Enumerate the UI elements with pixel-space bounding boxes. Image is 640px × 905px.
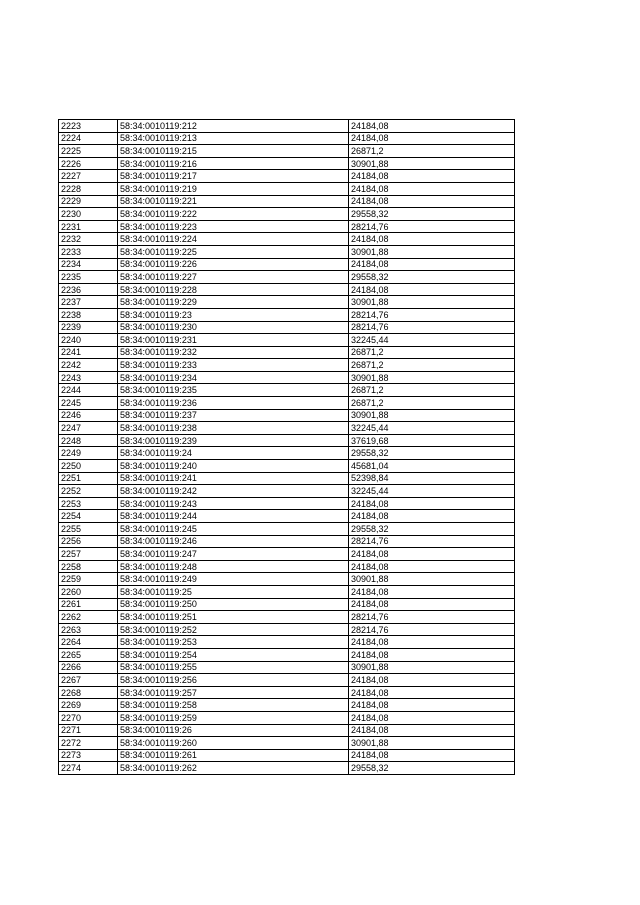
table-row: [59, 245, 515, 258]
row-number-cell: 2239: [59, 321, 118, 334]
cadastral-number-cell: 58:34:0010119:237: [118, 409, 349, 422]
cadastral-number-cell: 58:34:0010119:227: [118, 271, 349, 284]
value-cell: 29558,32: [349, 271, 515, 284]
value-cell: 30901,88: [349, 245, 515, 258]
value-cell: 24184,08: [349, 170, 515, 183]
row-number-cell: 2230: [59, 208, 118, 221]
cadastral-number-cell: 58:34:0010119:258: [118, 699, 349, 712]
row-number-cell: 2224: [59, 132, 118, 145]
value-cell: 24184,08: [349, 560, 515, 573]
value-cell: 24184,08: [349, 120, 515, 133]
value-cell: 30901,88: [349, 296, 515, 309]
value-cell: 28214,76: [349, 321, 515, 334]
row-number-cell: 2246: [59, 409, 118, 422]
cadastral-number-cell: 58:34:0010119:261: [118, 749, 349, 762]
table-row: [59, 195, 515, 208]
row-number-cell: 2256: [59, 535, 118, 548]
value-cell: 37619,68: [349, 434, 515, 447]
table-row: [59, 397, 515, 410]
value-cell: 24184,08: [349, 548, 515, 561]
cadastral-number-cell: 58:34:0010119:240: [118, 460, 349, 473]
value-cell: 28214,76: [349, 611, 515, 624]
value-cell: 28214,76: [349, 535, 515, 548]
value-cell: 24184,08: [349, 510, 515, 523]
value-cell: 24184,08: [349, 724, 515, 737]
table-row: [59, 182, 515, 195]
cadastral-number-cell: 58:34:0010119:222: [118, 208, 349, 221]
cadastral-number-cell: 58:34:0010119:244: [118, 510, 349, 523]
row-number-cell: 2255: [59, 523, 118, 536]
value-cell: 29558,32: [349, 447, 515, 460]
value-cell: 30901,88: [349, 409, 515, 422]
value-cell: 29558,32: [349, 208, 515, 221]
table-row: [59, 510, 515, 523]
row-number-cell: 2252: [59, 485, 118, 498]
table-row: [59, 346, 515, 359]
cadastral-number-cell: 58:34:0010119:262: [118, 762, 349, 775]
row-number-cell: 2260: [59, 585, 118, 598]
value-cell: 29558,32: [349, 762, 515, 775]
cadastral-number-cell: 58:34:0010119:212: [118, 120, 349, 133]
table-row: [59, 623, 515, 636]
row-number-cell: 2274: [59, 762, 118, 775]
value-cell: 24184,08: [349, 674, 515, 687]
row-number-cell: 2258: [59, 560, 118, 573]
row-number-cell: 2243: [59, 371, 118, 384]
cadastral-number-cell: 58:34:0010119:224: [118, 233, 349, 246]
value-cell: 28214,76: [349, 220, 515, 233]
cadastral-number-cell: 58:34:0010119:259: [118, 711, 349, 724]
value-cell: 24184,08: [349, 283, 515, 296]
value-cell: 24184,08: [349, 182, 515, 195]
table-row: [59, 485, 515, 498]
table-row: [59, 359, 515, 372]
row-number-cell: 2237: [59, 296, 118, 309]
table-row: [59, 283, 515, 296]
row-number-cell: 2249: [59, 447, 118, 460]
cadastral-number-cell: 58:34:0010119:239: [118, 434, 349, 447]
table-row: [59, 434, 515, 447]
row-number-cell: 2267: [59, 674, 118, 687]
cadastral-number-cell: 58:34:0010119:230: [118, 321, 349, 334]
row-number-cell: 2232: [59, 233, 118, 246]
value-cell: 24184,08: [349, 749, 515, 762]
value-cell: 45681,04: [349, 460, 515, 473]
table-row: [59, 296, 515, 309]
row-number-cell: 2268: [59, 686, 118, 699]
row-number-cell: 2234: [59, 258, 118, 271]
cadastral-number-cell: 58:34:0010119:241: [118, 472, 349, 485]
row-number-cell: 2241: [59, 346, 118, 359]
table-row: [59, 120, 515, 133]
table-row: [59, 145, 515, 158]
cadastral-number-cell: 58:34:0010119:231: [118, 334, 349, 347]
table-body: [59, 120, 515, 775]
cadastral-number-cell: 58:34:0010119:232: [118, 346, 349, 359]
row-number-cell: 2265: [59, 648, 118, 661]
cadastral-number-cell: 58:34:0010119:229: [118, 296, 349, 309]
table-row: [59, 258, 515, 271]
row-number-cell: 2228: [59, 182, 118, 195]
cadastral-number-cell: 58:34:0010119:221: [118, 195, 349, 208]
value-cell: 30901,88: [349, 573, 515, 586]
value-cell: 24184,08: [349, 195, 515, 208]
table-row: [59, 132, 515, 145]
cadastral-number-cell: 58:34:0010119:24: [118, 447, 349, 460]
table-row: [59, 447, 515, 460]
table-row: [59, 409, 515, 422]
table-row: [59, 598, 515, 611]
row-number-cell: 2264: [59, 636, 118, 649]
table-row: [59, 535, 515, 548]
value-cell: 30901,88: [349, 661, 515, 674]
row-number-cell: 2247: [59, 422, 118, 435]
table-row: [59, 422, 515, 435]
cadastral-number-cell: 58:34:0010119:215: [118, 145, 349, 158]
cadastral-number-cell: 58:34:0010119:226: [118, 258, 349, 271]
row-number-cell: 2227: [59, 170, 118, 183]
table-row: [59, 699, 515, 712]
value-cell: 24184,08: [349, 132, 515, 145]
value-cell: 24184,08: [349, 585, 515, 598]
value-cell: 32245,44: [349, 334, 515, 347]
table-row: [59, 170, 515, 183]
value-cell: 52398,84: [349, 472, 515, 485]
cadastral-number-cell: 58:34:0010119:225: [118, 245, 349, 258]
row-number-cell: 2272: [59, 737, 118, 750]
cadastral-number-cell: 58:34:0010119:256: [118, 674, 349, 687]
row-number-cell: 2253: [59, 497, 118, 510]
table-row: [59, 548, 515, 561]
value-cell: 26871,2: [349, 384, 515, 397]
table-row: [59, 648, 515, 661]
row-number-cell: 2266: [59, 661, 118, 674]
table-row: [59, 208, 515, 221]
cadastral-number-cell: 58:34:0010119:242: [118, 485, 349, 498]
row-number-cell: 2270: [59, 711, 118, 724]
row-number-cell: 2240: [59, 334, 118, 347]
value-cell: 30901,88: [349, 157, 515, 170]
value-cell: 24184,08: [349, 711, 515, 724]
table-row: [59, 724, 515, 737]
cadastral-number-cell: 58:34:0010119:26: [118, 724, 349, 737]
value-cell: 24184,08: [349, 233, 515, 246]
table-row: [59, 523, 515, 536]
row-number-cell: 2231: [59, 220, 118, 233]
table-row: [59, 560, 515, 573]
row-number-cell: 2259: [59, 573, 118, 586]
value-cell: 30901,88: [349, 371, 515, 384]
data-table: [58, 119, 515, 775]
cadastral-number-cell: 58:34:0010119:253: [118, 636, 349, 649]
value-cell: 30901,88: [349, 737, 515, 750]
table-row: [59, 157, 515, 170]
cadastral-number-cell: 58:34:0010119:255: [118, 661, 349, 674]
cadastral-number-cell: 58:34:0010119:25: [118, 585, 349, 598]
row-number-cell: 2244: [59, 384, 118, 397]
row-number-cell: 2226: [59, 157, 118, 170]
table-row: [59, 271, 515, 284]
row-number-cell: 2254: [59, 510, 118, 523]
cadastral-number-cell: 58:34:0010119:219: [118, 182, 349, 195]
value-cell: 24184,08: [349, 258, 515, 271]
value-cell: 24184,08: [349, 699, 515, 712]
row-number-cell: 2238: [59, 308, 118, 321]
row-number-cell: 2261: [59, 598, 118, 611]
table-row: [59, 686, 515, 699]
row-number-cell: 2225: [59, 145, 118, 158]
value-cell: 26871,2: [349, 397, 515, 410]
cadastral-number-cell: 58:34:0010119:235: [118, 384, 349, 397]
row-number-cell: 2248: [59, 434, 118, 447]
value-cell: 28214,76: [349, 308, 515, 321]
cadastral-number-cell: 58:34:0010119:217: [118, 170, 349, 183]
table-row: [59, 762, 515, 775]
row-number-cell: 2223: [59, 120, 118, 133]
table-row: [59, 737, 515, 750]
cadastral-number-cell: 58:34:0010119:252: [118, 623, 349, 636]
row-number-cell: 2245: [59, 397, 118, 410]
table-row: [59, 233, 515, 246]
value-cell: 26871,2: [349, 346, 515, 359]
cadastral-number-cell: 58:34:0010119:213: [118, 132, 349, 145]
row-number-cell: 2251: [59, 472, 118, 485]
table-row: [59, 308, 515, 321]
cadastral-number-cell: 58:34:0010119:216: [118, 157, 349, 170]
row-number-cell: 2263: [59, 623, 118, 636]
value-cell: 32245,44: [349, 485, 515, 498]
table-row: [59, 384, 515, 397]
value-cell: 29558,32: [349, 523, 515, 536]
cadastral-number-cell: 58:34:0010119:228: [118, 283, 349, 296]
cadastral-number-cell: 58:34:0010119:254: [118, 648, 349, 661]
cadastral-number-cell: 58:34:0010119:246: [118, 535, 349, 548]
cadastral-number-cell: 58:34:0010119:248: [118, 560, 349, 573]
row-number-cell: 2271: [59, 724, 118, 737]
row-number-cell: 2250: [59, 460, 118, 473]
table-row: [59, 585, 515, 598]
table-row: [59, 220, 515, 233]
table-row: [59, 472, 515, 485]
row-number-cell: 2269: [59, 699, 118, 712]
cadastral-number-cell: 58:34:0010119:247: [118, 548, 349, 561]
table-row: [59, 371, 515, 384]
cadastral-number-cell: 58:34:0010119:243: [118, 497, 349, 510]
value-cell: 26871,2: [349, 145, 515, 158]
row-number-cell: 2262: [59, 611, 118, 624]
row-number-cell: 2273: [59, 749, 118, 762]
value-cell: 24184,08: [349, 686, 515, 699]
value-cell: 24184,08: [349, 497, 515, 510]
row-number-cell: 2229: [59, 195, 118, 208]
cadastral-number-cell: 58:34:0010119:257: [118, 686, 349, 699]
cadastral-number-cell: 58:34:0010119:249: [118, 573, 349, 586]
cadastral-number-cell: 58:34:0010119:223: [118, 220, 349, 233]
cadastral-number-cell: 58:34:0010119:238: [118, 422, 349, 435]
row-number-cell: 2257: [59, 548, 118, 561]
cadastral-number-cell: 58:34:0010119:250: [118, 598, 349, 611]
table-row: [59, 497, 515, 510]
cadastral-number-cell: 58:34:0010119:23: [118, 308, 349, 321]
cadastral-number-cell: 58:34:0010119:245: [118, 523, 349, 536]
value-cell: 28214,76: [349, 623, 515, 636]
table-row: [59, 674, 515, 687]
value-cell: 26871,2: [349, 359, 515, 372]
value-cell: 24184,08: [349, 648, 515, 661]
row-number-cell: 2233: [59, 245, 118, 258]
table-row: [59, 661, 515, 674]
table-row: [59, 573, 515, 586]
cadastral-number-cell: 58:34:0010119:260: [118, 737, 349, 750]
cadastral-number-cell: 58:34:0010119:251: [118, 611, 349, 624]
table-row: [59, 749, 515, 762]
row-number-cell: 2242: [59, 359, 118, 372]
value-cell: 24184,08: [349, 598, 515, 611]
table-row: [59, 611, 515, 624]
table-row: [59, 334, 515, 347]
table-row: [59, 460, 515, 473]
row-number-cell: 2235: [59, 271, 118, 284]
cadastral-number-cell: 58:34:0010119:236: [118, 397, 349, 410]
table-row: [59, 636, 515, 649]
value-cell: 32245,44: [349, 422, 515, 435]
table-row: [59, 711, 515, 724]
cadastral-number-cell: 58:34:0010119:233: [118, 359, 349, 372]
value-cell: 24184,08: [349, 636, 515, 649]
cadastral-number-cell: 58:34:0010119:234: [118, 371, 349, 384]
table-row: [59, 321, 515, 334]
row-number-cell: 2236: [59, 283, 118, 296]
